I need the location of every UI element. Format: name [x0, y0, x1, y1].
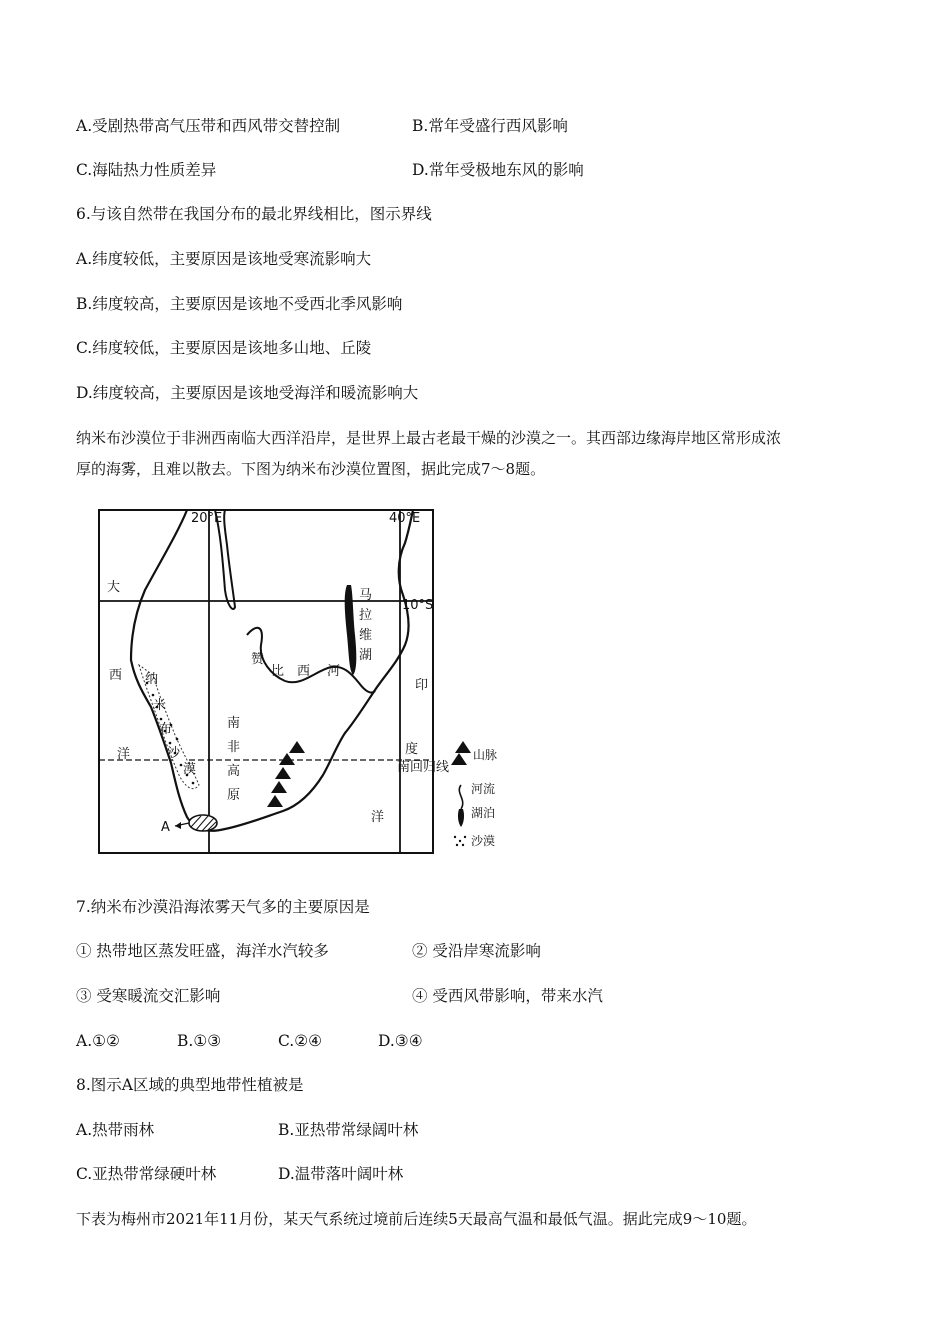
label-zambezi-3: 西	[297, 664, 311, 679]
q5-option-c: C.海陆热力性质差异	[76, 161, 217, 179]
label-10s: 10°S	[402, 598, 434, 613]
q5-option-d: D.常年受极地东风的影响	[412, 161, 584, 179]
map-legend	[451, 741, 497, 848]
namib-location-map	[75, 495, 515, 867]
q5-option-a: A.受剧热带高气压带和西风带交替控制	[76, 117, 341, 135]
q8-option-d: D.温带落叶阔叶林	[278, 1165, 404, 1183]
label-zambezi-1: 赞	[251, 652, 265, 667]
region-a-area	[189, 815, 217, 831]
label-atlantic-2: 西	[109, 668, 123, 683]
label-malawi-1: 马	[359, 588, 373, 603]
label-plateau-4: 原	[227, 788, 241, 803]
label-zambezi-2: 比	[271, 664, 285, 679]
q8-option-a: A.热带雨林	[76, 1121, 155, 1139]
region-a-arrowhead	[175, 822, 181, 829]
label-40e: 40°E	[389, 511, 421, 526]
q6-option-c: C.纬度较低，主要原因是该地多山地、丘陵	[76, 339, 372, 357]
label-indian-2: 度	[405, 742, 419, 757]
label-atlantic-1: 大	[107, 580, 121, 595]
label-namib-1: 纳	[145, 672, 159, 687]
label-desert-2: 漠	[183, 762, 197, 777]
q8-option-c: C.亚热带常绿硬叶林	[76, 1165, 217, 1183]
label-malawi-3: 维	[359, 628, 373, 643]
q7-option-b: B.①③	[177, 1032, 222, 1050]
label-namib-3: 布	[159, 722, 173, 737]
legend-lake-label: 湖泊	[471, 806, 496, 820]
intro-7-8-line2: 厚的海雾，且难以散去。下图为纳米布沙漠位置图，据此完成7～8题。	[76, 460, 546, 478]
legend-river-label: 河流	[471, 782, 496, 796]
label-plateau-3: 高	[227, 764, 241, 779]
lake-malawi	[345, 585, 357, 675]
label-region-a: A	[161, 820, 170, 835]
label-malawi-2: 拉	[359, 608, 373, 623]
label-indian-1: 印	[415, 678, 429, 693]
q7-option-a: A.①②	[76, 1032, 120, 1050]
intro-7-8-line1: 纳米布沙漠位于非洲西南临大西洋沿岸，是世界上最古老最干燥的沙漠之一。其西部边缘海岸地区常形成浓	[76, 429, 782, 447]
intro-9-10: 下表为梅州市2021年11月份，某天气系统过境前后连续5天最高气温和最低气温。据此完成9～10题。	[76, 1210, 757, 1228]
legend-mountain-symbol	[451, 741, 471, 765]
legend-mountain-label: 山脉	[473, 748, 498, 762]
q6-option-d: D.纬度较高，主要原因是该地受海洋和暖流影响大	[76, 384, 419, 402]
q5-option-b: B.常年受盛行西风影响	[412, 117, 568, 135]
label-20e: 20°E	[191, 511, 223, 526]
q6-option-b: B.纬度较高，主要原因是该地不受西北季风影响	[76, 295, 403, 313]
legend-desert-label: 沙漠	[471, 834, 496, 848]
label-tropic: 南回归线	[397, 760, 450, 775]
drakensberg-mountains	[267, 741, 305, 807]
label-malawi-4: 湖	[359, 648, 373, 663]
legend-lake-symbol	[458, 809, 464, 827]
label-plateau-1: 南	[227, 716, 241, 731]
label-indian-3: 洋	[371, 810, 385, 825]
q7-stem: 7.纳米布沙漠沿海浓雾天气多的主要原因是	[76, 898, 370, 916]
q7-statement-4: ④ 受西风带影响，带来水汽	[412, 987, 603, 1005]
legend-river-symbol	[459, 785, 462, 809]
q7-option-c: C.②④	[278, 1032, 323, 1050]
q6-stem: 6.与该自然带在我国分布的最北界线相比，图示界线	[76, 205, 432, 223]
q7-statement-3: ③ 受寒暖流交汇影响	[76, 987, 221, 1005]
q7-statement-1: ① 热带地区蒸发旺盛，海洋水汽较多	[76, 942, 329, 960]
q8-option-b: B.亚热带常绿阔叶林	[278, 1121, 419, 1139]
label-desert-1: 沙	[167, 746, 181, 761]
label-namib-2: 米	[153, 698, 167, 713]
q7-option-d: D.③④	[378, 1032, 423, 1050]
label-atlantic-3: 洋	[117, 747, 131, 762]
label-plateau-2: 非	[227, 740, 241, 755]
q8-stem: 8.图示A区域的典型地带性植被是	[76, 1076, 304, 1094]
q7-statement-2: ② 受沿岸寒流影响	[412, 942, 541, 960]
legend-desert-symbol	[454, 836, 466, 846]
label-zambezi-4: 河	[327, 664, 341, 679]
map-svg	[75, 495, 515, 867]
q6-option-a: A.纬度较低，主要原因是该地受寒流影响大	[76, 250, 372, 268]
